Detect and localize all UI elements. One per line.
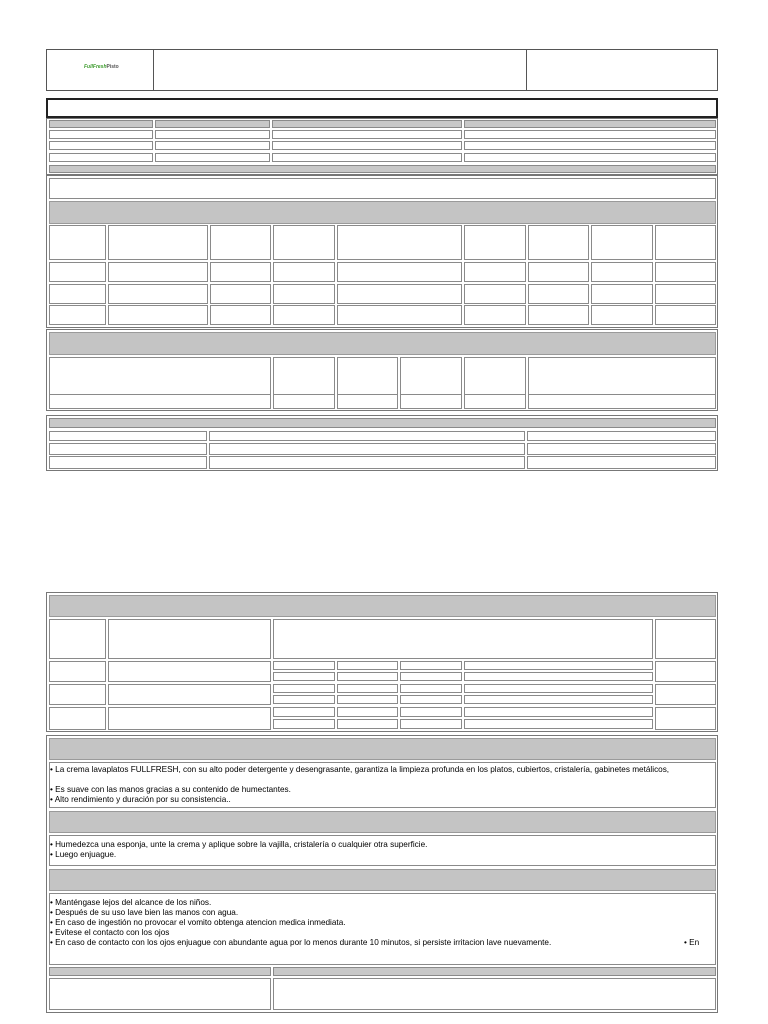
table-cell xyxy=(209,431,525,441)
table-cell xyxy=(528,394,716,409)
logo-text-green: FullFresh xyxy=(84,64,107,70)
table-cell xyxy=(209,443,525,455)
table-cell xyxy=(464,719,653,729)
table-cell xyxy=(49,262,106,282)
table-cell xyxy=(49,141,153,150)
column-header xyxy=(273,225,335,260)
usage-line: • Humedezca una esponja, unte la crema y aplique sobre la vajilla, cristalería o cualquier otra superficie. xyxy=(50,840,428,849)
table-cell xyxy=(527,456,716,469)
table-cell xyxy=(155,153,270,162)
precaution-line: • Evitese el contacto con los ojos xyxy=(50,928,170,937)
column-header xyxy=(464,225,526,260)
table-cell xyxy=(49,153,153,162)
table-cell xyxy=(49,305,106,325)
precaution-line: • Después de su uso lave bien las manos con agua. xyxy=(50,908,239,917)
header-cell xyxy=(49,120,153,128)
table-cell xyxy=(49,431,207,441)
table-cell xyxy=(464,707,653,717)
table-cell xyxy=(273,719,335,729)
precaution-trailing-text: • En xyxy=(684,938,700,947)
table-cell xyxy=(49,661,106,682)
header-cell xyxy=(155,120,270,128)
table-cell xyxy=(464,141,716,150)
table-cell xyxy=(49,684,106,705)
table-cell xyxy=(400,695,462,704)
logo-cell xyxy=(46,49,154,91)
table-cell xyxy=(337,695,398,704)
column-header xyxy=(655,619,716,659)
table-cell xyxy=(464,695,653,704)
table-cell xyxy=(272,141,462,150)
table-cell xyxy=(464,394,526,409)
column-header xyxy=(210,225,271,260)
table-cell xyxy=(655,684,716,705)
footer-cell xyxy=(273,978,716,1010)
table-cell xyxy=(655,305,716,325)
table-cell xyxy=(273,707,335,717)
table-cell xyxy=(210,284,271,304)
table-cell xyxy=(273,262,335,282)
table-cell xyxy=(273,394,335,409)
column-header xyxy=(108,225,208,260)
table-cell xyxy=(272,130,462,139)
properties-section xyxy=(46,329,718,411)
section-header-bar xyxy=(49,332,716,355)
table-cell xyxy=(337,284,462,304)
section-title-box xyxy=(46,98,718,118)
table-cell xyxy=(155,141,270,150)
table-cell xyxy=(209,456,525,469)
table-cell xyxy=(337,672,398,681)
column-header xyxy=(273,619,653,659)
title-cell xyxy=(154,49,527,91)
table-cell xyxy=(464,305,526,325)
footer-header-cell xyxy=(49,967,271,976)
header-cell xyxy=(272,120,462,128)
description-header-bar xyxy=(49,738,716,760)
column-header xyxy=(400,357,462,395)
column-header xyxy=(49,225,106,260)
table-cell xyxy=(49,707,106,730)
table-cell xyxy=(464,672,653,681)
table-cell xyxy=(464,284,526,304)
table-cell xyxy=(655,262,716,282)
table-cell xyxy=(272,153,462,162)
table-cell xyxy=(528,262,589,282)
column-header xyxy=(464,357,526,395)
table-cell xyxy=(108,284,208,304)
table-cell xyxy=(655,284,716,304)
table-cell xyxy=(273,695,335,704)
table-cell xyxy=(400,672,462,681)
table-cell xyxy=(464,262,526,282)
precaution-line: • Manténgase lejos del alcance de los niños. xyxy=(50,898,212,907)
table-cell xyxy=(337,684,398,693)
usage-line: • Luego enjuague. xyxy=(50,850,117,859)
column-header xyxy=(49,357,271,395)
table-cell xyxy=(273,661,335,670)
spec-section xyxy=(46,415,718,471)
precautions-box xyxy=(49,893,716,965)
composition-section xyxy=(46,175,718,328)
column-header xyxy=(273,357,335,395)
table-cell xyxy=(528,305,589,325)
column-header xyxy=(591,225,653,260)
table-cell xyxy=(273,672,335,681)
table-cell xyxy=(108,305,208,325)
presentation-section xyxy=(46,592,718,732)
usage-box xyxy=(49,835,716,866)
table-cell xyxy=(108,684,271,705)
precautions-header-bar xyxy=(49,869,716,891)
column-header xyxy=(49,619,106,659)
table-cell xyxy=(400,707,462,717)
column-header xyxy=(528,225,589,260)
table-cell xyxy=(464,684,653,693)
footer-cell xyxy=(49,978,271,1010)
table-cell xyxy=(464,153,716,162)
table-cell xyxy=(655,707,716,730)
column-header xyxy=(108,619,271,659)
footer-header-cell xyxy=(273,967,716,976)
description-line: • Es suave con las manos gracias a su contenido de humectantes. xyxy=(50,785,291,794)
table-cell xyxy=(108,707,271,730)
table-cell xyxy=(49,443,207,455)
divider-bar xyxy=(49,165,716,173)
column-header xyxy=(655,225,716,260)
table-cell xyxy=(591,305,653,325)
info-text-section xyxy=(46,735,718,1013)
table-cell xyxy=(155,130,270,139)
table-cell xyxy=(400,684,462,693)
section-header-bar xyxy=(49,595,716,617)
table-cell xyxy=(464,130,716,139)
table-cell xyxy=(400,661,462,670)
table-cell xyxy=(337,305,462,325)
table-cell xyxy=(527,443,716,455)
table-cell xyxy=(49,456,207,469)
table-cell xyxy=(49,284,106,304)
blank-row xyxy=(49,178,716,199)
description-line: • Alto rendimiento y duración por su consistencia.. xyxy=(50,795,231,804)
table-cell xyxy=(591,262,653,282)
table-cell xyxy=(210,305,271,325)
header-bar xyxy=(49,418,716,428)
description-box xyxy=(49,762,716,808)
table-cell xyxy=(108,262,208,282)
table-cell xyxy=(108,661,271,682)
column-header xyxy=(528,357,716,395)
table-cell xyxy=(464,661,653,670)
column-header xyxy=(337,357,398,395)
table-cell xyxy=(337,262,462,282)
table-cell xyxy=(655,661,716,682)
table-cell xyxy=(337,719,398,729)
table-cell xyxy=(273,684,335,693)
usage-header-bar xyxy=(49,811,716,833)
table-cell xyxy=(400,394,462,409)
table-cell xyxy=(337,661,398,670)
table-cell xyxy=(591,284,653,304)
precaution-line: • En caso de ingestión no provocar el vomito obtenga atencion medica inmediata. xyxy=(50,918,346,927)
table-cell xyxy=(273,284,335,304)
table-cell xyxy=(337,707,398,717)
company-logo xyxy=(84,64,144,72)
header-cell xyxy=(464,120,716,128)
description-line: • La crema lavaplatos FULLFRESH, con su alto poder detergente y desengrasante, garantiza la limpieza profunda en los platos, cubiertos, cristalería, gabinetes metálicos, xyxy=(50,765,670,774)
table-cell xyxy=(527,431,716,441)
table-cell xyxy=(210,262,271,282)
table-cell xyxy=(528,284,589,304)
table-cell xyxy=(49,130,153,139)
section-header-bar xyxy=(49,201,716,224)
column-header xyxy=(337,225,462,260)
table-cell xyxy=(400,719,462,729)
table-cell xyxy=(49,394,271,409)
precaution-line: • En caso de contacto con los ojos enjuague con abundante agua por lo menos durante 10 minutos, si persiste irritacion lave nuevamente. xyxy=(50,938,552,947)
table-cell xyxy=(337,394,398,409)
table-cell xyxy=(273,305,335,325)
logo-text-gray: Pisto xyxy=(106,64,119,70)
product-info-table xyxy=(46,118,718,175)
